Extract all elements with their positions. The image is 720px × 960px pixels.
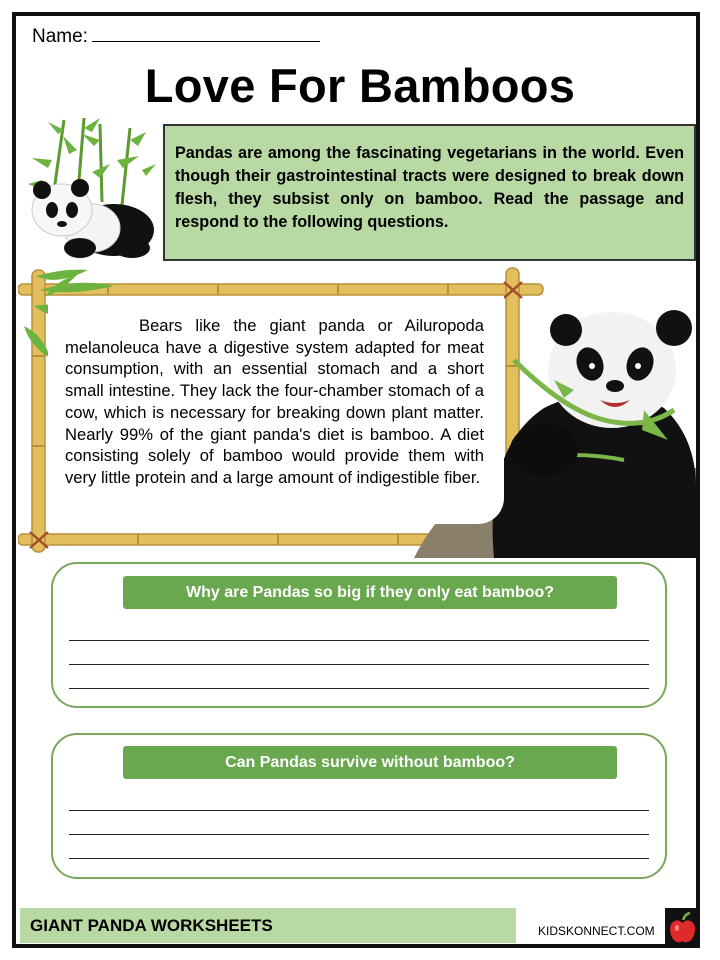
answer-line[interactable] (69, 688, 649, 689)
answer-line[interactable] (69, 834, 649, 835)
question-2-label: Can Pandas survive without bamboo? (123, 746, 617, 779)
reading-passage (48, 296, 504, 524)
answer-line[interactable] (69, 810, 649, 811)
name-label: Name: (32, 26, 88, 47)
question-box-2 (51, 733, 667, 879)
answer-line[interactable] (69, 640, 649, 641)
question-box-1 (51, 562, 667, 708)
name-blank-line[interactable] (92, 27, 320, 42)
apple-icon (665, 908, 700, 948)
page-title: Love For Bamboos (144, 59, 576, 112)
apple-logo (665, 908, 700, 948)
passage-text: Bears like the giant panda or Ailuropoda melanoleuca have a digestive system adapted for meat consumption, with an essential stomach and a short small intestine. They lack the four-chamber stomach of a cow, which is necessary for breaking down plant matter. Nearly 99% of the giant panda's diet is bamboo. A diet consisting solely of bamboo would provide them with very little protein and a large amount of indigestible fiber. (65, 316, 484, 487)
site-name: KIDSKONNECT.COM (538, 924, 655, 938)
answer-line[interactable] (69, 858, 649, 859)
intro-text-box: Pandas are among the fascinating vegetarians in the world. Even though their gastrointestinal tracts were designed to break down flesh, they subsist only on bamboo. Read the passage and respond to the following questions. (163, 124, 696, 261)
panda-with-bamboo-image (22, 110, 162, 260)
name-field[interactable] (32, 26, 320, 48)
footer-title: GIANT PANDA WORKSHEETS (20, 908, 516, 943)
answer-line[interactable] (69, 664, 649, 665)
question-1-label: Why are Pandas so big if they only eat bamboo? (123, 576, 617, 609)
